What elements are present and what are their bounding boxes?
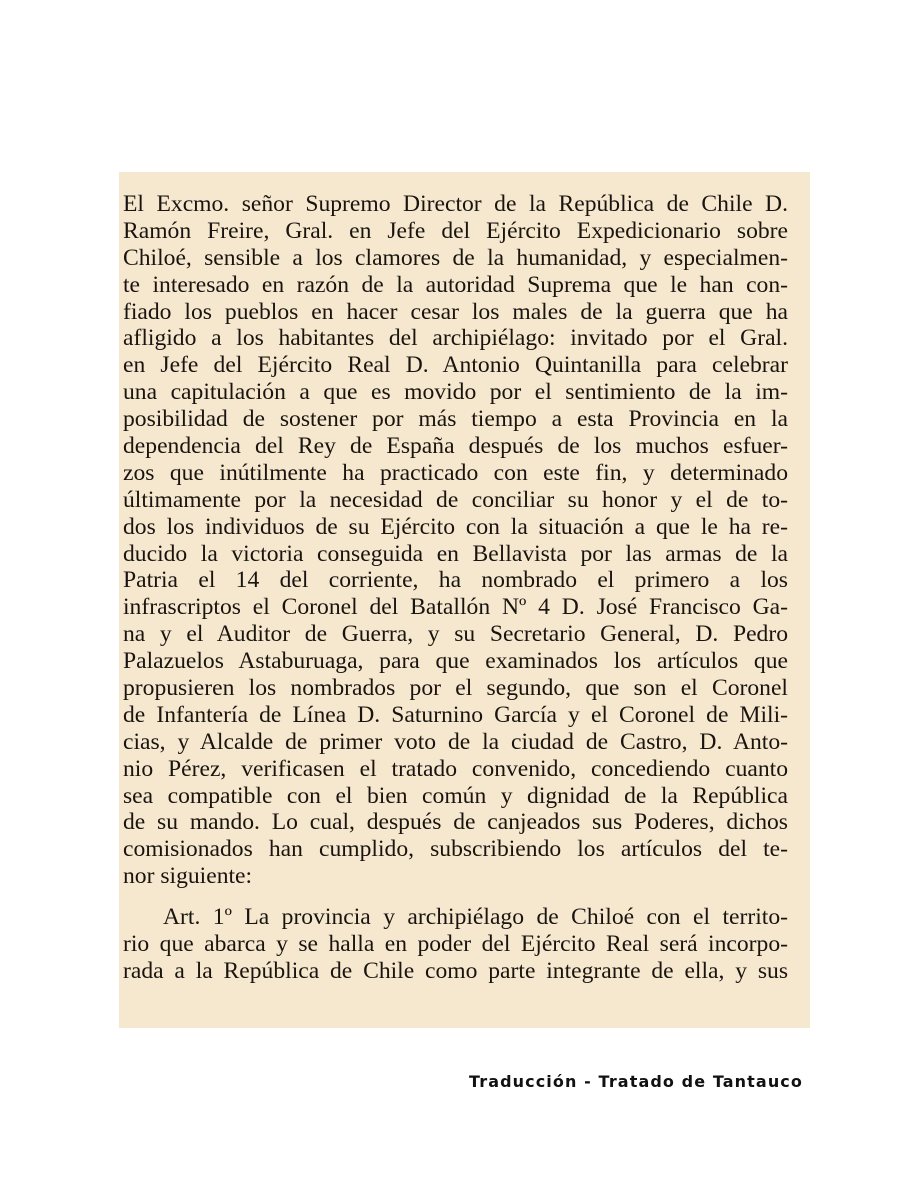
text-line: afligido a los habitantes del archipiélago: invitado por el Gral. xyxy=(123,325,788,352)
text-line: una capitulación a que es movido por el sentimiento de la im- xyxy=(123,379,788,406)
text-line: zos que inútilmente ha practicado con este fin, y determinado xyxy=(123,459,788,486)
text-line: nio Pérez, verificasen el tratado convenido, concediendo cuanto xyxy=(123,755,788,782)
article-1 xyxy=(123,904,788,985)
text-line: nor siguiente: xyxy=(123,863,253,890)
text-line: sea compatible con el bien común y dignidad de la República xyxy=(123,782,788,809)
scanned-page xyxy=(119,172,810,1028)
text-line: comisionados han cumplido, subscribiendo los artículos del te- xyxy=(123,836,788,863)
text-line: Chiloé, sensible a los clamores de la humanidad, y especialmen- xyxy=(123,244,788,271)
text-line: dos los individuos de su Ejército con la situación a que le ha re- xyxy=(123,513,788,540)
page-caption: Traducción - Tratado de Tantauco xyxy=(468,1072,803,1091)
text-line: rada a la República de Chile como parte integrante de ella, y sus xyxy=(123,957,788,984)
text-line: rio que abarca y se halla en poder del Ejército Real será incorpo- xyxy=(123,931,788,958)
text-line: te interesado en razón de la autoridad Suprema que le han con- xyxy=(123,271,788,298)
text-line: fiado los pueblos en hacer cesar los males de la guerra que ha xyxy=(123,298,788,325)
paragraph-1 xyxy=(123,191,788,890)
text-line: ducido la victoria conseguida en Bellavista por las armas de la xyxy=(123,540,788,567)
text-line: en Jefe del Ejército Real D. Antonio Quintanilla para celebrar xyxy=(123,352,788,379)
text-line: na y el Auditor de Guerra, y su Secretario General, D. Pedro xyxy=(123,621,788,648)
text-line: posibilidad de sostener por más tiempo a esta Provincia en la xyxy=(123,406,788,433)
text-line: cias, y Alcalde de primer voto de la ciudad de Castro, D. Anto- xyxy=(123,728,788,755)
document-body xyxy=(123,191,788,985)
text-line: propusieren los nombrados por el segundo, que son el Coronel xyxy=(123,675,788,702)
text-line: de su mando. Lo cual, después de canjeados sus Poderes, dichos xyxy=(123,809,788,836)
text-line: dependencia del Rey de España después de los muchos esfuer- xyxy=(123,433,788,460)
text-line: de Infantería de Línea D. Saturnino García y el Coronel de Mili- xyxy=(123,701,788,728)
text-line: últimamente por la necesidad de conciliar su honor y el de to- xyxy=(123,486,788,513)
text-line: El Excmo. señor Supremo Director de la República de Chile D. xyxy=(123,191,788,217)
paragraph-spacer xyxy=(123,890,788,904)
text-line: Palazuelos Astaburuaga, para que examinados los artículos que xyxy=(123,648,788,675)
text-line: infrascriptos el Coronel del Batallón Nº 4 D. José Francisco Ga- xyxy=(123,594,788,621)
text-line: Ramón Freire, Gral. en Jefe del Ejército Expedicionario sobre xyxy=(123,217,788,244)
text-line: Art. 1º La provincia y archipiélago de Chiloé con el territo- xyxy=(163,904,788,931)
text-line: Patria el 14 del corriente, ha nombrado el primero a los xyxy=(123,567,788,594)
